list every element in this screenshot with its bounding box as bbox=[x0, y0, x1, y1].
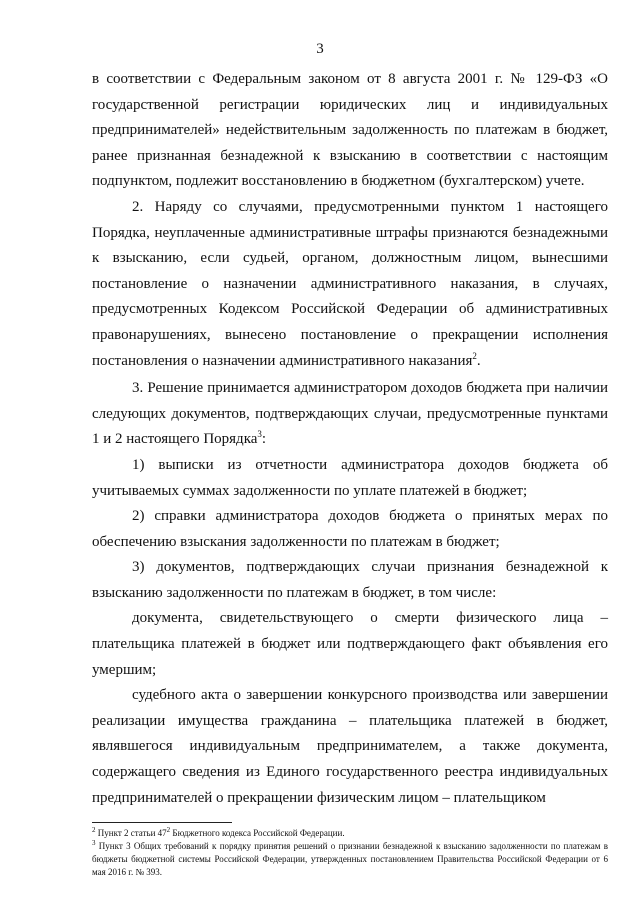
paragraph-text: 2) справки администратора доходов бюджета о принятых мерах по обеспечению взыскания задолженности по платежам в бюджет; bbox=[92, 508, 608, 550]
paragraph-item-2 bbox=[92, 195, 608, 374]
footnote-number: 2 bbox=[92, 826, 96, 834]
paragraph-continuation bbox=[92, 67, 608, 195]
footnote-text: Бюджетного кодекса Российской Федерации. bbox=[170, 828, 345, 838]
paragraph-end: : bbox=[261, 431, 267, 448]
footnote-ref: 3 bbox=[257, 429, 262, 440]
paragraph-text: 3) документов, подтверждающих случаи признания безнадежной к взысканию задолженности по платежам в бюджет, в том числе: bbox=[92, 559, 608, 601]
page-number: 3 bbox=[316, 41, 324, 57]
subitem-3 bbox=[92, 555, 608, 606]
footnotes bbox=[92, 827, 608, 879]
footnote-ref: 2 bbox=[472, 350, 477, 361]
document-court-act bbox=[92, 683, 608, 811]
document-body bbox=[92, 67, 608, 811]
footnote-3 bbox=[92, 840, 608, 879]
paragraph-text: 2. Наряду со случаями, предусмотренными пунктом 1 настоящего Порядка, неуплаченные административные штрафы признаются безнадежными к взысканию, если судьей, органом, должностным лицом, вынесшими постановление о назначении административного наказания, в случаях, предусмотренных Кодексом Российской Федерации об административных правонарушениях, вынесено постановление о прекращении исполнения постановления о назначении административного наказания bbox=[92, 198, 608, 369]
paragraph-text: 3. Решение принимается администратором доходов бюджета при наличии следующих документов, подтверждающих случаи, предусмотренные пунктами 1 и 2 настоящего Порядка bbox=[92, 380, 608, 448]
paragraph-text: в соответствии с Федеральным законом от 8 августа 2001 г. № 129-ФЗ «О государственной регистрации юридических лиц и индивидуальных предпринимателей» недействительным задолженность по платежам в бюджет, ранее признанная безнадежной к взысканию в соответствии с настоящим подпунктом, подлежит восстановлению в бюджетном (бухгалтерском) учете. bbox=[92, 71, 608, 190]
paragraph-text: документа, свидетельствующего о смерти физического лица – плательщика платежей в бюджет или подтверждающего факт объявления его умершим; bbox=[92, 610, 608, 678]
footnote-article-sup: 2 bbox=[166, 826, 171, 834]
footnote-number: 3 bbox=[92, 839, 96, 847]
subitem-1 bbox=[92, 453, 608, 504]
paragraph-item-3 bbox=[92, 376, 608, 453]
paragraph-text: судебного акта о завершении конкурсного производства или завершении реализации имущества гражданина – плательщика платежей в бюджет, являвшегося индивидуальным предпринимателем, а также документа, содержащего сведения из Единого государственного реестра индивидуальных предпринимателей о прекращении физическим лицом – плательщиком bbox=[92, 687, 608, 806]
paragraph-end: . bbox=[476, 352, 481, 369]
subitem-2 bbox=[92, 504, 608, 555]
footnote-divider bbox=[92, 822, 232, 823]
paragraph-text: 1) выписки из отчетности администратора доходов бюджета об учитываемых суммах задолженности по уплате платежей в бюджет; bbox=[92, 456, 608, 499]
footnote-text: Пункт 2 статьи 47 bbox=[95, 828, 167, 838]
document-death-certificate bbox=[92, 606, 608, 683]
footnote-2 bbox=[92, 827, 608, 840]
footnote-text: Пункт 3 Общих требований к порядку принятия решений о признании безнадежной к взысканию задолженности по платежам в бюджеты бюджетной системы Российской Федерации, утвержденных постановлением Правительства Российской Федерации от 6 мая 2016 г. № 393. bbox=[92, 841, 608, 877]
